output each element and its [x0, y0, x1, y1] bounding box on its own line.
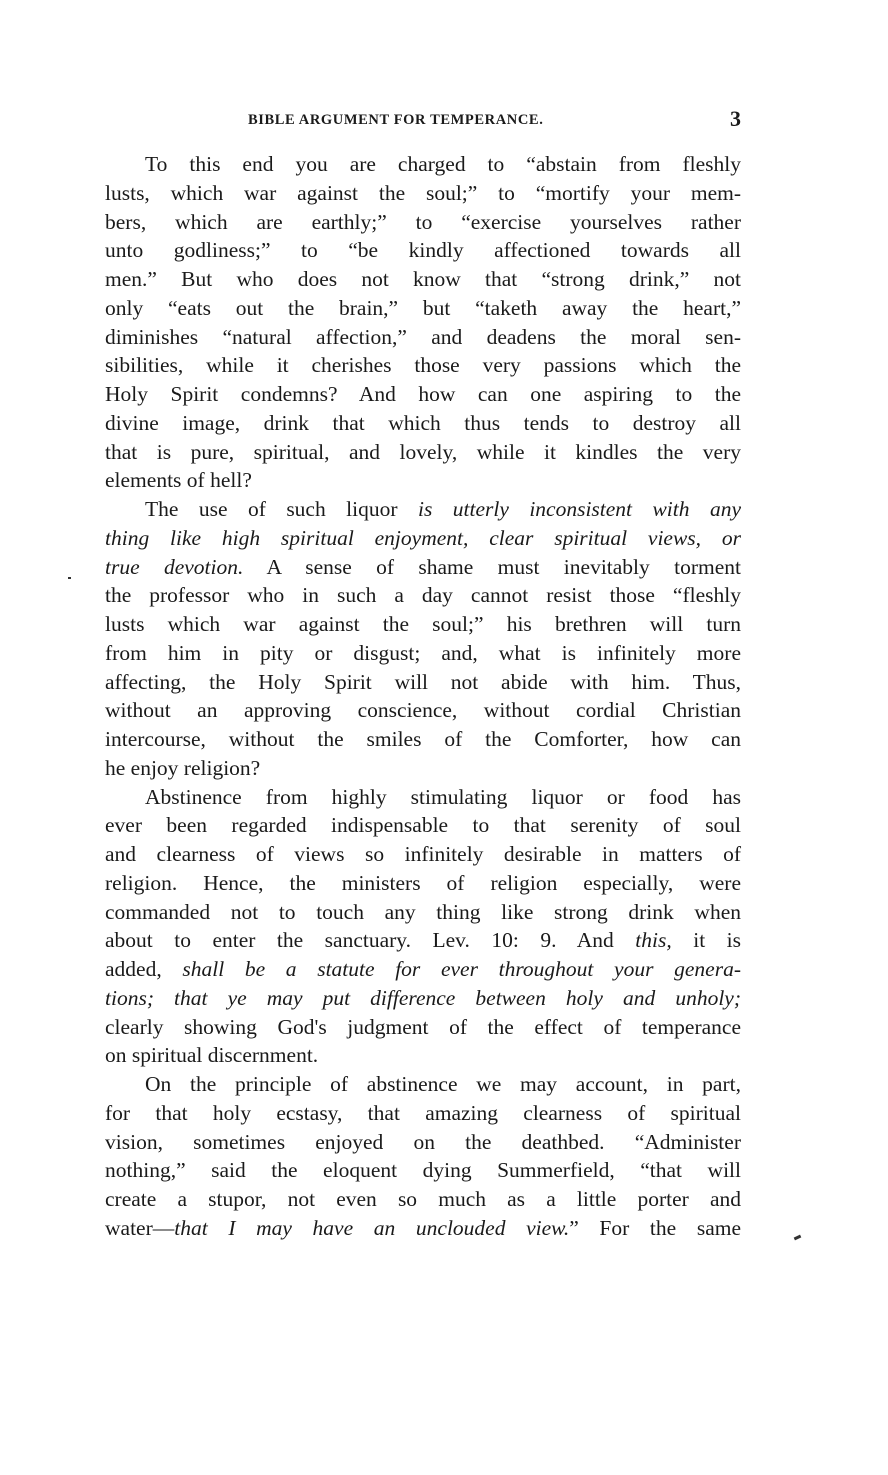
text-line: [105, 898, 741, 927]
text-segment: affecting, the Holy Spirit will not abide with him. Thus,: [105, 669, 741, 694]
margin-mark: [68, 577, 71, 579]
text-segment: that is pure, spiritual, and lovely, while it kindles the very: [105, 439, 741, 464]
text-segment: diminishes “natural affection,” and deadens the moral sen-: [105, 324, 741, 349]
text-line: [105, 869, 741, 898]
text-line: [105, 236, 741, 265]
text-line: [105, 581, 741, 610]
text-segment: only “eats out the brain,” but “taketh away the heart,”: [105, 295, 741, 320]
text-segment: intercourse, without the smiles of the Comforter, how can: [105, 727, 741, 751]
text-segment: On the principle of abstinence we may account, in part,: [145, 1072, 741, 1096]
text-segment: divine image, drink that which thus tends to destroy all: [105, 410, 741, 435]
text-line: [105, 380, 741, 409]
page-number: 3: [730, 106, 741, 131]
text-line: [105, 610, 741, 639]
text-line: [105, 351, 741, 380]
text-line: [105, 639, 741, 668]
text-line: [105, 783, 741, 812]
text-line: [105, 265, 741, 294]
text-segment: The use of such liquor: [145, 497, 418, 521]
text-line: [105, 754, 741, 783]
text-line: [105, 840, 741, 869]
text-segment: he enjoy religion?: [105, 755, 261, 780]
text-segment: vision, sometimes enjoyed on the deathbed. “Administer: [105, 1129, 741, 1154]
italic-text: thing like high spiritual enjoyment, clear spiritual views, or: [105, 525, 741, 550]
text-segment: added,: [105, 957, 183, 981]
text-line: [105, 150, 741, 179]
text-line: [105, 409, 741, 438]
text-line: [105, 438, 741, 467]
text-line: [105, 1013, 741, 1042]
text-line: [105, 955, 741, 984]
text-segment: the professor who in such a day cannot resist those “fleshly: [105, 583, 741, 608]
running-head: BIBLE ARGUMENT FOR TEMPERANCE.: [248, 112, 544, 128]
italic-text: shall be a statute for ever throughout your genera-: [182, 957, 741, 981]
text-segment: and clearness of views so infinitely desirable in matters of: [105, 842, 741, 866]
paragraph: [105, 150, 741, 495]
text-segment: from him in pity or disgust; and, what is infinitely more: [105, 640, 741, 665]
text-segment: lusts which war against the soul;” his brethren will turn: [105, 612, 741, 636]
text-line: [105, 208, 741, 237]
text-segment: create a stupor, not even so much as a little porter and: [105, 1187, 741, 1211]
italic-text: tions; that ye may put difference between holy and unholy;: [105, 985, 741, 1010]
text-segment: water—: [105, 1215, 175, 1240]
text-segment: religion. Hence, the ministers of religion especially, were: [105, 870, 741, 895]
text-line: [105, 1041, 741, 1070]
text-line: [105, 553, 741, 582]
text-segment: for that holy ecstasy, that amazing clearness of spiritual: [105, 1100, 741, 1125]
text-line: [105, 926, 741, 955]
text-line: [105, 294, 741, 323]
text-segment: Abstinence from highly stimulating liquor or food has: [145, 784, 741, 809]
text-segment: men.” But who does not know that “strong drink,” not: [105, 267, 741, 291]
text-segment: elements of hell?: [105, 468, 252, 493]
text-segment: on spiritual discernment.: [105, 1043, 319, 1068]
text-line: [105, 179, 741, 208]
italic-text: true devotion.: [105, 554, 244, 579]
body-text: [105, 150, 741, 1243]
text-segment: ever been regarded indispensable to that serenity of soul: [105, 813, 741, 838]
text-line: [105, 1156, 741, 1185]
text-line: [105, 1214, 741, 1243]
text-line: [105, 984, 741, 1013]
italic-text: is utterly inconsistent with any: [417, 497, 741, 521]
text-line: [105, 1128, 741, 1157]
text-segment: A sense of shame must inevitably torment: [243, 554, 741, 579]
text-segment: about to enter the sanctuary. Lev. 10: 9. And: [105, 928, 636, 953]
paragraph: [105, 495, 741, 783]
text-segment: without an approving conscience, without cordial Christian: [105, 698, 741, 723]
text-segment: commanded not to touch any thing like strong drink when: [105, 899, 741, 924]
text-segment: nothing,” said the eloquent dying Summerfield, “that will: [105, 1158, 741, 1183]
text-line: [105, 1185, 741, 1214]
text-segment: unto godliness;” to “be kindly affectioned towards all: [105, 238, 741, 263]
italic-text: this,: [635, 928, 672, 953]
text-segment: ” For the same: [569, 1215, 741, 1240]
italic-text: that I may have an unclouded view.: [174, 1215, 570, 1240]
text-line: [105, 696, 741, 725]
text-line: [105, 524, 741, 553]
text-line: [105, 1070, 741, 1099]
margin-mark: [794, 1235, 802, 1241]
paragraph: [105, 1070, 741, 1243]
text-segment: bers, which are earthly;” to “exercise yourselves rather: [105, 209, 741, 234]
text-line: [105, 1099, 741, 1128]
paragraph: [105, 783, 741, 1071]
text-segment: lusts, which war against the soul;” to “mortify your mem-: [105, 180, 741, 205]
text-segment: To this end you are charged to “abstain from fleshly: [145, 152, 741, 176]
text-line: [105, 725, 741, 754]
text-segment: Holy Spirit condemns? And how can one aspiring to the: [105, 382, 741, 406]
text-segment: sibilities, while it cherishes those very passions which the: [105, 353, 741, 378]
text-line: [105, 466, 741, 495]
text-segment: clearly showing God's judgment of the effect of temperance: [105, 1014, 741, 1039]
text-line: [105, 668, 741, 697]
text-line: [105, 495, 741, 524]
text-line: [105, 811, 741, 840]
text-line: [105, 323, 741, 352]
text-segment: it is: [671, 928, 741, 953]
